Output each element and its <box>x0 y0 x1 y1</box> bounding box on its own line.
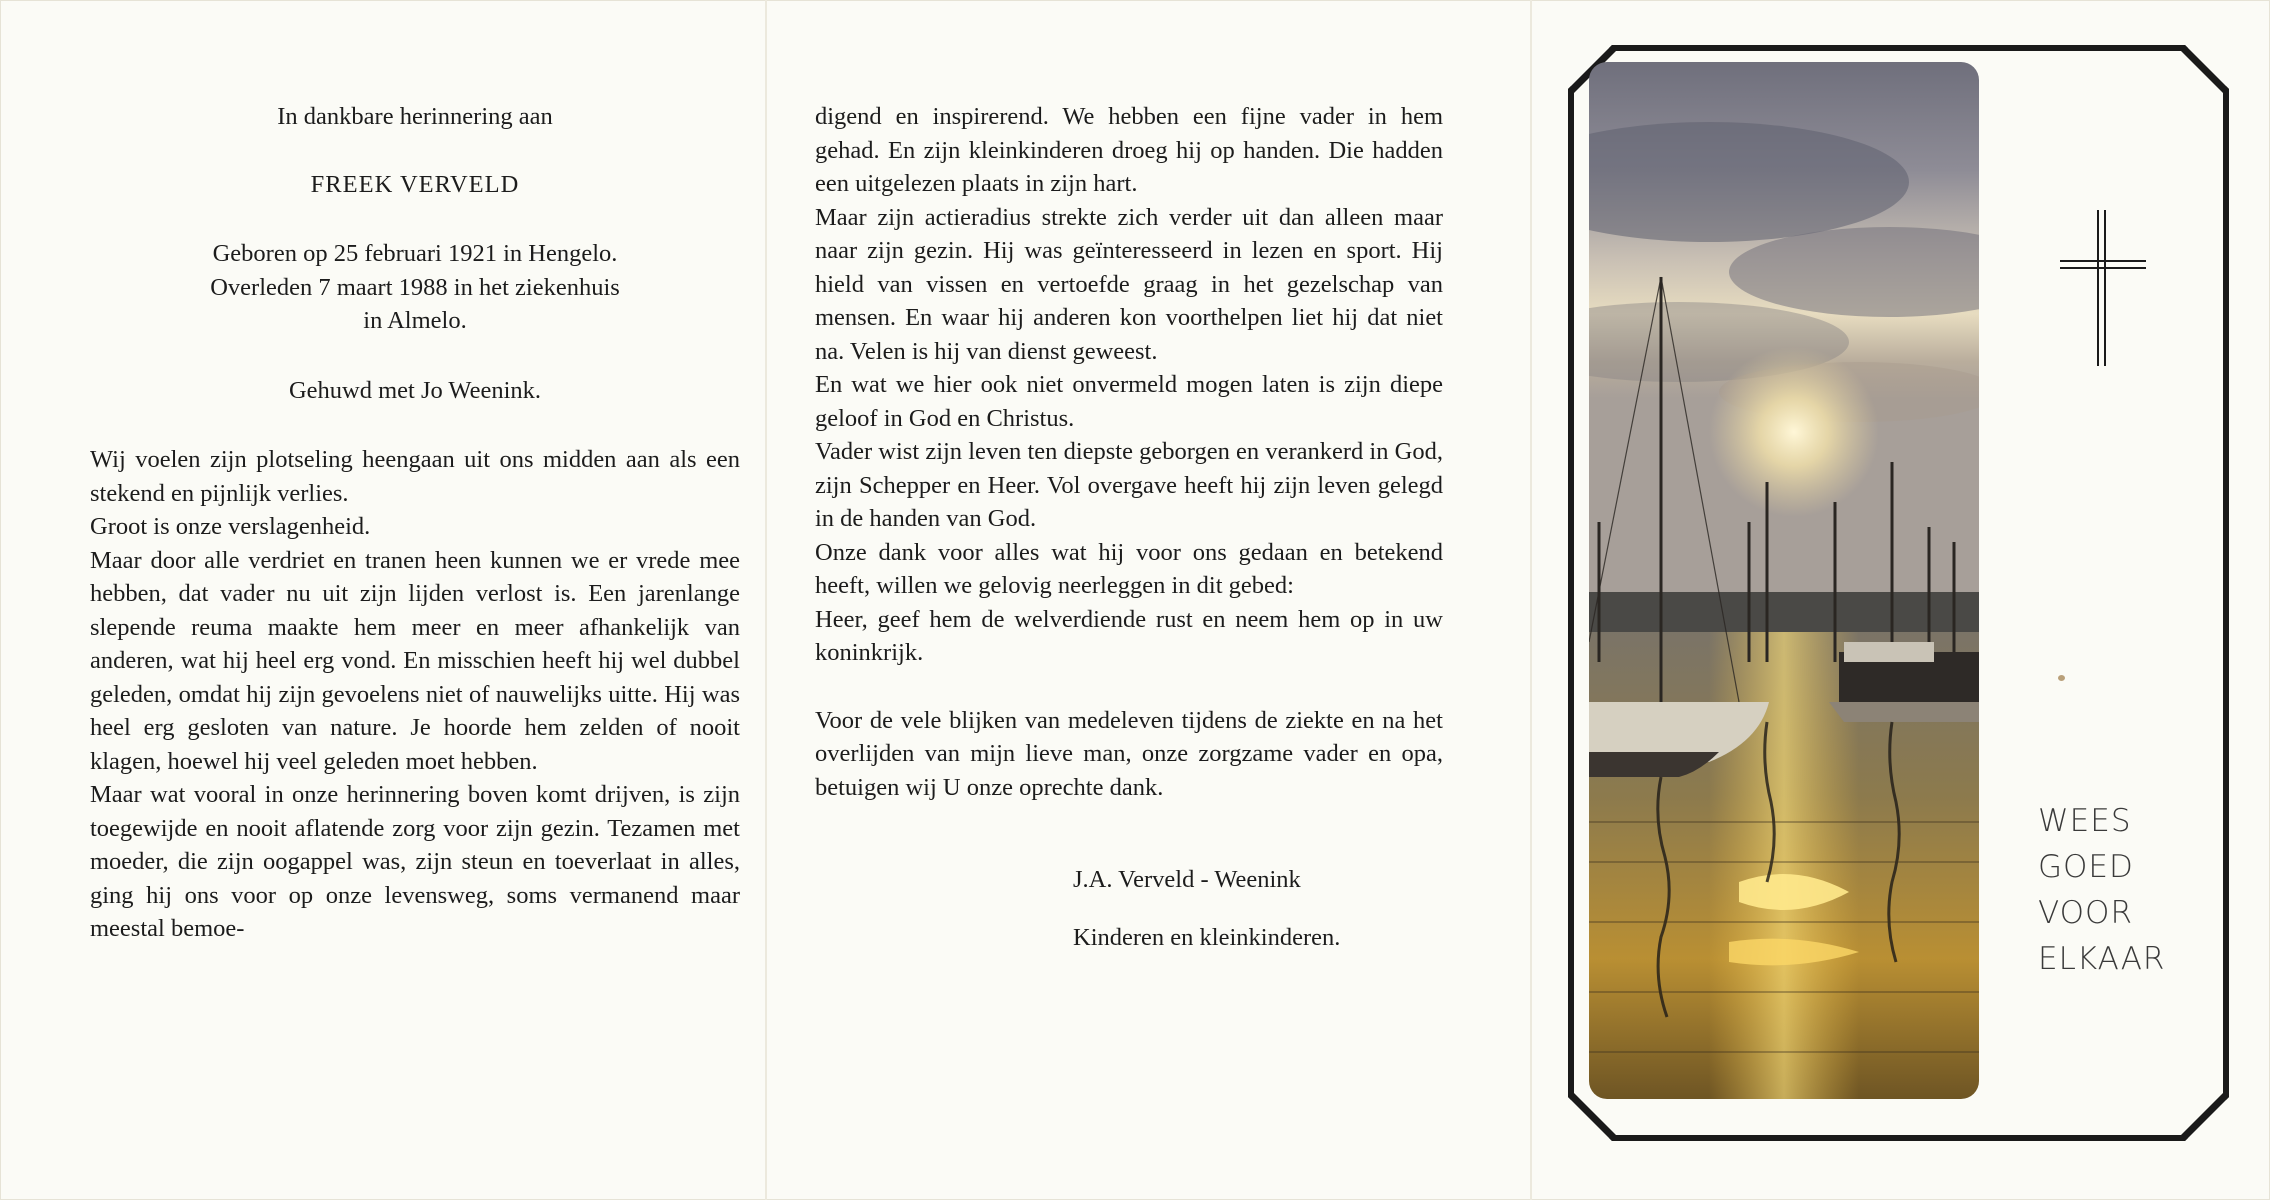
paragraph: Wij voelen zijn plotseling heengaan uit ons midden aan als een stekend en pijnlijk verlies. <box>90 446 740 507</box>
deceased-name: FREEK VERVELD <box>310 170 520 198</box>
motto-line: WEES <box>2038 803 2132 839</box>
harbor-sunset-photo <box>1589 62 1979 1099</box>
cross-icon <box>2058 208 2148 372</box>
paragraph: En wat we hier ook niet onvermeld mogen laten is zijn diepe geloof in God en Christus. <box>815 371 1443 432</box>
married-line: Gehuwd met Jo Weenink. <box>288 376 542 404</box>
fold-line <box>765 0 767 1200</box>
paragraph: Onze dank voor alles wat hij voor ons gedaan en betekend heeft, willen we gelovig neerleggen in dit gebed: <box>815 538 1443 599</box>
motto-line: VOOR <box>2038 895 2134 931</box>
motto-line: GOED <box>2038 849 2134 885</box>
signature-name: J.A. Verveld - Weenink <box>1073 865 1301 893</box>
right-column <box>815 100 1443 979</box>
motto-line: ELKAAR <box>2038 941 2166 977</box>
paragraph: Maar zijn actieradius strekte zich verder uit dan alleen maar naar zijn gezin. Hij was geïnteresseerd in lezen en sport. Hij hield van vissen en vertoefde graag in het gezelschap van mensen. En waar hij anderen kon voorthelpen liet hij dat niet na. Velen is hij van dienst geweest. <box>815 203 1443 365</box>
decorative-dot <box>2058 675 2065 681</box>
paragraph: Heer, geef hem de welverdiende rust en neem hem op in uw koninkrijk. <box>815 605 1443 666</box>
paragraph: Maar wat vooral in onze herinnering boven komt drijven, is zijn toegewijde en nooit aflatende zorg voor zijn gezin. Tezamen met moeder, die zijn oogappel was, zijn steun en toeverlaat in alles, ging hij ons voor op onze levensweg, soms vermanend maar meestal bemoe- <box>90 781 740 942</box>
fold-line <box>1530 0 1532 1200</box>
intro-text: In dankbare herinnering aan <box>277 103 553 130</box>
signature-family: Kinderen en kleinkinderen. <box>1073 923 1341 951</box>
birth-line: Geboren op 25 februari 1921 in Hengelo. <box>212 240 618 267</box>
paragraph: digend en inspirerend. We hebben een fijne vader in hem gehad. En zijn kleinkinderen droeg hij op handen. Die hadden een uitgelezen plaats in zijn hart. <box>815 103 1443 197</box>
death-line: Overleden 7 maart 1988 in het ziekenhuis <box>210 273 620 301</box>
thanks-paragraph: Voor de vele blijken van medeleven tijdens de ziekte en na het overlijden van mijn lieve man, onze zorgzame vader en opa, betuigen wij U onze oprechte dank. <box>815 706 1443 801</box>
motto-text <box>2038 798 2165 982</box>
paragraph: Groot is onze verslagenheid. <box>90 513 371 540</box>
death-place: in Almelo. <box>363 307 467 334</box>
paragraph: Maar door alle verdriet en tranen heen kunnen we er vrede mee hebben, dat vader nu uit zijn lijden verlost is. Een jarenlange slepende reuma maakte hem meer en meer afhankelijk van anderen, wat hij heel erg vond. En misschien heeft hij wel dubbel geleden, omdat hij zijn gevoelens niet of nauwelijks uitte. Hij was heel erg gesloten van nature. Je hoorde hem zelden of nooit klagen, hoewel hij veel geleden moet hebben. <box>90 546 740 775</box>
left-column <box>90 100 740 946</box>
paragraph: Vader wist zijn leven ten diepste geborgen en verankerd in God, zijn Schepper en Heer. Vol overgave heeft hij zijn leven gelegd in de handen van God. <box>815 438 1443 532</box>
